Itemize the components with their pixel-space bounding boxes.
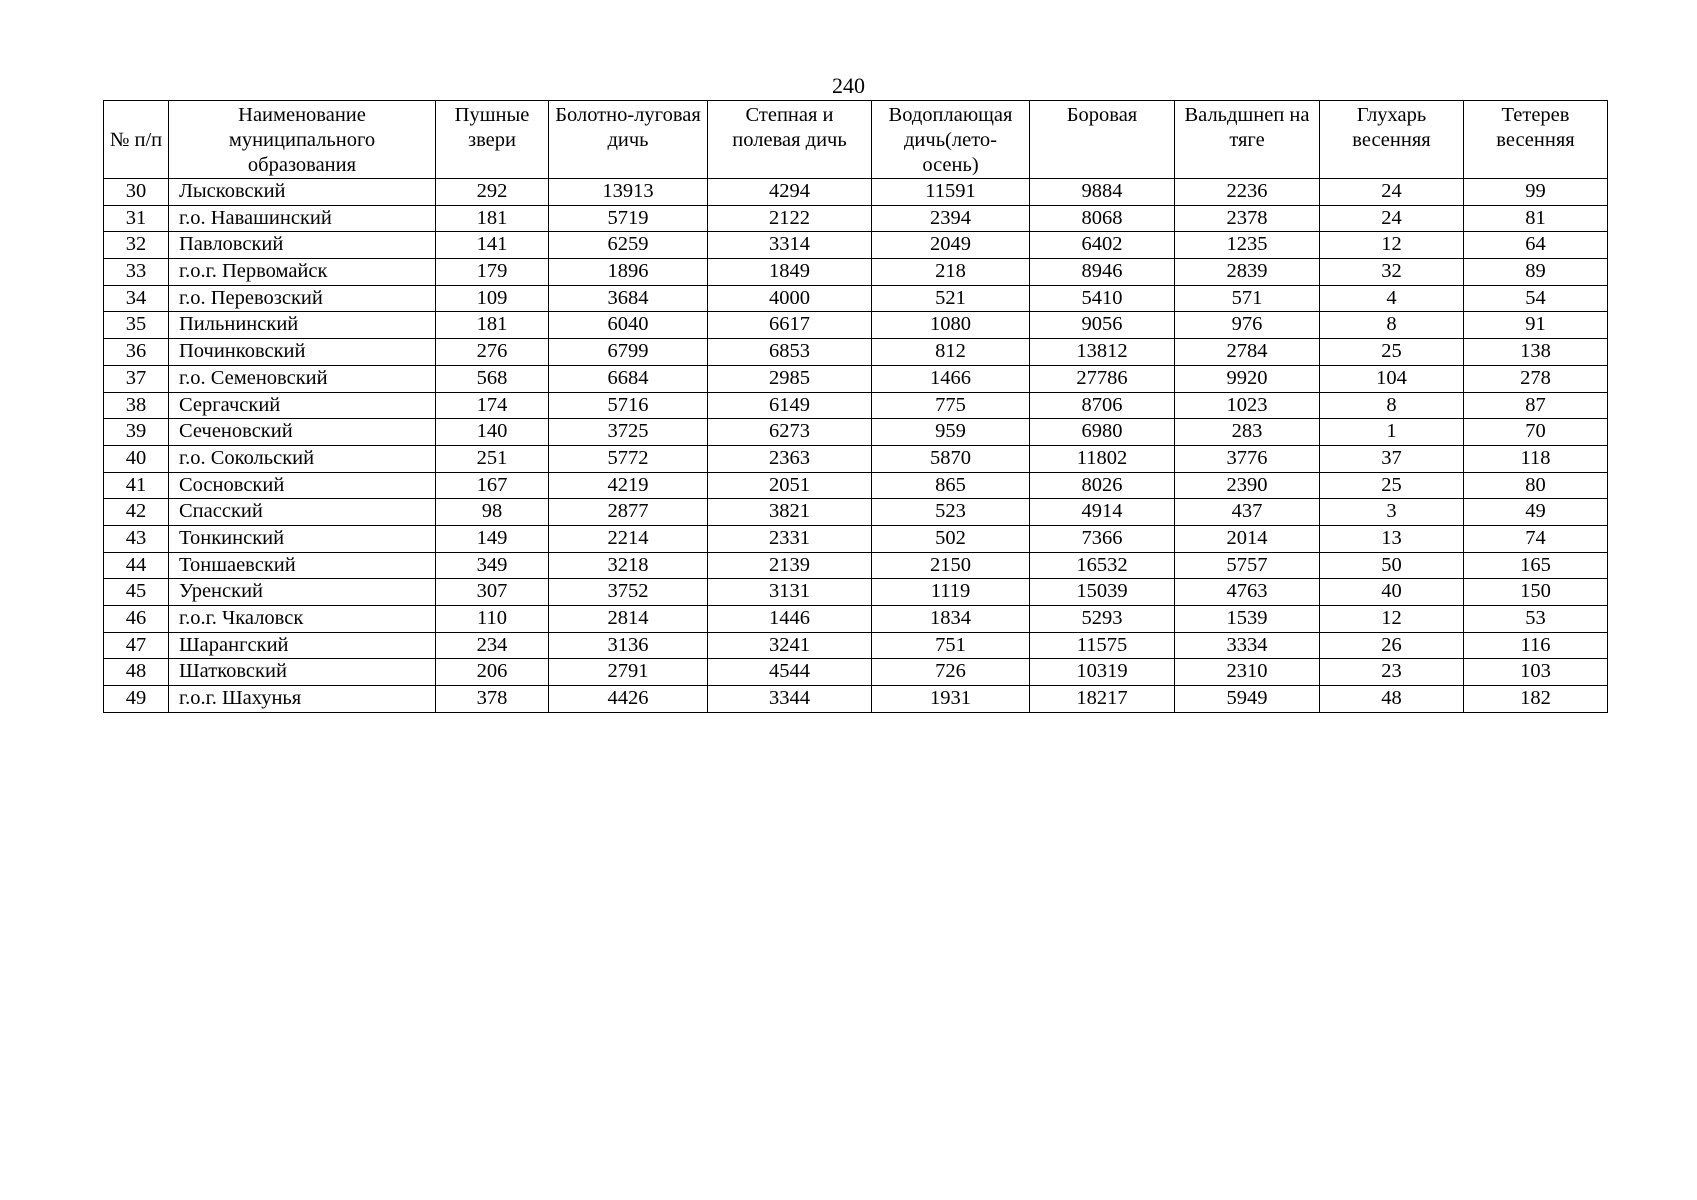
- table-cell: 4544: [708, 659, 872, 686]
- table-cell: 2839: [1175, 259, 1320, 286]
- table-row: [104, 606, 1608, 633]
- table-cell: 23: [1320, 659, 1464, 686]
- table-cell: 276: [436, 339, 549, 366]
- table-row: [104, 579, 1608, 606]
- table-cell-name: Тонкинский: [169, 525, 436, 552]
- table-cell: 5293: [1030, 606, 1175, 633]
- table-cell: 3218: [549, 552, 708, 579]
- table-cell: 89: [1464, 259, 1608, 286]
- table-cell: 3: [1320, 499, 1464, 526]
- table-cell: 4426: [549, 686, 708, 713]
- table-cell: 41: [104, 472, 169, 499]
- table-cell: 6273: [708, 419, 872, 446]
- table-cell: 2985: [708, 365, 872, 392]
- table-cell: 502: [872, 525, 1030, 552]
- table-cell: 110: [436, 606, 549, 633]
- table-cell: 6980: [1030, 419, 1175, 446]
- table-cell: 31: [104, 205, 169, 232]
- table-cell: 5757: [1175, 552, 1320, 579]
- table-cell: 37: [1320, 445, 1464, 472]
- table-cell: 118: [1464, 445, 1608, 472]
- table-row: [104, 205, 1608, 232]
- table-cell: 165: [1464, 552, 1608, 579]
- table-cell: 1446: [708, 606, 872, 633]
- table-cell: 11591: [872, 179, 1030, 206]
- table-cell: 140: [436, 419, 549, 446]
- table-cell: 179: [436, 259, 549, 286]
- table-cell: 45: [104, 579, 169, 606]
- table-cell: 3241: [708, 632, 872, 659]
- table-cell: 6617: [708, 312, 872, 339]
- table-cell: 349: [436, 552, 549, 579]
- table-cell: 2363: [708, 445, 872, 472]
- table-cell: 4294: [708, 179, 872, 206]
- table-cell: 9884: [1030, 179, 1175, 206]
- table-cell: 726: [872, 659, 1030, 686]
- table-cell: 2378: [1175, 205, 1320, 232]
- table-cell: 292: [436, 179, 549, 206]
- table-cell: 571: [1175, 285, 1320, 312]
- header-cell-waterfowl: Водоплающая дичь(лето-осень): [872, 101, 1030, 179]
- table-cell: 2014: [1175, 525, 1320, 552]
- table-cell: 2390: [1175, 472, 1320, 499]
- table-cell: 24: [1320, 205, 1464, 232]
- table-cell: 568: [436, 365, 549, 392]
- table-cell: 218: [872, 259, 1030, 286]
- table-cell: 44: [104, 552, 169, 579]
- table-cell: 47: [104, 632, 169, 659]
- table-cell-name: Тоншаевский: [169, 552, 436, 579]
- table-row: [104, 552, 1608, 579]
- table-cell: 1235: [1175, 232, 1320, 259]
- table-cell: 49: [1464, 499, 1608, 526]
- table-cell: 3776: [1175, 445, 1320, 472]
- table-cell: 46: [104, 606, 169, 633]
- table-cell: 38: [104, 392, 169, 419]
- table-cell-name: г.о. Сокольский: [169, 445, 436, 472]
- table-cell-name: Лысковский: [169, 179, 436, 206]
- table-cell: 6684: [549, 365, 708, 392]
- table-cell: 1849: [708, 259, 872, 286]
- table-cell: 24: [1320, 179, 1464, 206]
- table-cell: 181: [436, 205, 549, 232]
- table-cell: 116: [1464, 632, 1608, 659]
- table-cell: 54: [1464, 285, 1608, 312]
- table-cell-name: г.о.г. Чкаловск: [169, 606, 436, 633]
- table-cell: 4763: [1175, 579, 1320, 606]
- table-cell: 36: [104, 339, 169, 366]
- table-row: [104, 232, 1608, 259]
- table-cell: 80: [1464, 472, 1608, 499]
- table-cell: 150: [1464, 579, 1608, 606]
- table-cell-name: г.о. Навашинский: [169, 205, 436, 232]
- table-cell: 6853: [708, 339, 872, 366]
- table-cell: 1896: [549, 259, 708, 286]
- table-cell: 8: [1320, 392, 1464, 419]
- table-cell: 182: [1464, 686, 1608, 713]
- table-cell-name: г.о.г. Шахунья: [169, 686, 436, 713]
- table-cell-name: Шарангский: [169, 632, 436, 659]
- table-cell: 70: [1464, 419, 1608, 446]
- table-cell: 283: [1175, 419, 1320, 446]
- table-cell: 206: [436, 659, 549, 686]
- header-cell-marsh-game: Болотно-луговая дичь: [549, 101, 708, 179]
- table-cell: 8: [1320, 312, 1464, 339]
- table-cell: 74: [1464, 525, 1608, 552]
- table-cell: 6149: [708, 392, 872, 419]
- table-cell: 2049: [872, 232, 1030, 259]
- table-cell: 3344: [708, 686, 872, 713]
- table-cell: 8706: [1030, 392, 1175, 419]
- table-cell: 2310: [1175, 659, 1320, 686]
- table-cell: 5410: [1030, 285, 1175, 312]
- header-cell-steppe-game: Степная и полевая дичь: [708, 101, 872, 179]
- table-cell: 167: [436, 472, 549, 499]
- table-cell: 149: [436, 525, 549, 552]
- table-cell-name: г.о. Перевозский: [169, 285, 436, 312]
- table-cell: 10319: [1030, 659, 1175, 686]
- table-cell-name: г.о. Семеновский: [169, 365, 436, 392]
- table-cell: 6799: [549, 339, 708, 366]
- header-cell-municipality: Наименование муниципального образования: [169, 101, 436, 179]
- table-cell: 6402: [1030, 232, 1175, 259]
- table-cell: 775: [872, 392, 1030, 419]
- table-cell: 1539: [1175, 606, 1320, 633]
- table-cell: 64: [1464, 232, 1608, 259]
- table-cell: 32: [104, 232, 169, 259]
- table-cell: 976: [1175, 312, 1320, 339]
- table-cell: 3684: [549, 285, 708, 312]
- table-cell: 5716: [549, 392, 708, 419]
- table-cell: 40: [1320, 579, 1464, 606]
- table-cell: 5719: [549, 205, 708, 232]
- table-cell: 13913: [549, 179, 708, 206]
- table-cell: 2122: [708, 205, 872, 232]
- table-row: [104, 312, 1608, 339]
- table-cell: 53: [1464, 606, 1608, 633]
- table-cell: 3334: [1175, 632, 1320, 659]
- table-cell: 865: [872, 472, 1030, 499]
- table-cell: 6259: [549, 232, 708, 259]
- table-cell: 307: [436, 579, 549, 606]
- table-cell: 87: [1464, 392, 1608, 419]
- header-cell-upland-game: Боровая: [1030, 101, 1175, 179]
- table-row: [104, 472, 1608, 499]
- table-row: [104, 499, 1608, 526]
- table-row: [104, 285, 1608, 312]
- table-cell: 2139: [708, 552, 872, 579]
- table-cell: 43: [104, 525, 169, 552]
- table-cell: 8026: [1030, 472, 1175, 499]
- table-cell: 1119: [872, 579, 1030, 606]
- table-cell: 3752: [549, 579, 708, 606]
- table-cell: 30: [104, 179, 169, 206]
- table-row: [104, 686, 1608, 713]
- table-cell: 104: [1320, 365, 1464, 392]
- table-cell: 33: [104, 259, 169, 286]
- table-cell: 8946: [1030, 259, 1175, 286]
- table-cell: 98: [436, 499, 549, 526]
- table-cell: 278: [1464, 365, 1608, 392]
- table-row: [104, 392, 1608, 419]
- table-cell: 1023: [1175, 392, 1320, 419]
- table-cell: 5772: [549, 445, 708, 472]
- table-cell: 1466: [872, 365, 1030, 392]
- table-cell: 5870: [872, 445, 1030, 472]
- table-cell: 3131: [708, 579, 872, 606]
- table-cell: 4914: [1030, 499, 1175, 526]
- table-cell: 15039: [1030, 579, 1175, 606]
- table-row: [104, 339, 1608, 366]
- table-cell: 11802: [1030, 445, 1175, 472]
- header-cell-black-grouse: Тетерев весенняя: [1464, 101, 1608, 179]
- table-cell-name: Уренский: [169, 579, 436, 606]
- table-cell: 32: [1320, 259, 1464, 286]
- table-cell: 251: [436, 445, 549, 472]
- table-cell: 1931: [872, 686, 1030, 713]
- table-cell: 8068: [1030, 205, 1175, 232]
- table-cell: 6040: [549, 312, 708, 339]
- table-cell: 91: [1464, 312, 1608, 339]
- table-cell: 27786: [1030, 365, 1175, 392]
- table-cell: 4000: [708, 285, 872, 312]
- table-cell: 521: [872, 285, 1030, 312]
- table-row: [104, 632, 1608, 659]
- table-cell: 181: [436, 312, 549, 339]
- table-cell: 16532: [1030, 552, 1175, 579]
- table-cell: 18217: [1030, 686, 1175, 713]
- table-cell: 2051: [708, 472, 872, 499]
- table-cell: 959: [872, 419, 1030, 446]
- table-cell: 2791: [549, 659, 708, 686]
- table-cell: 234: [436, 632, 549, 659]
- table-row: [104, 179, 1608, 206]
- table-cell: 2877: [549, 499, 708, 526]
- table-cell: 25: [1320, 472, 1464, 499]
- table-cell: 1834: [872, 606, 1030, 633]
- table-cell-name: Спасский: [169, 499, 436, 526]
- table-cell: 2150: [872, 552, 1030, 579]
- table-row: [104, 259, 1608, 286]
- hunting-resources-table: [103, 100, 1608, 713]
- table-cell: 812: [872, 339, 1030, 366]
- table-cell: 141: [436, 232, 549, 259]
- table-cell: 99: [1464, 179, 1608, 206]
- table-cell: 1080: [872, 312, 1030, 339]
- table-cell: 3821: [708, 499, 872, 526]
- table-cell: 2214: [549, 525, 708, 552]
- table-cell-name: Починковский: [169, 339, 436, 366]
- table-cell-name: Сосновский: [169, 472, 436, 499]
- table-cell-name: г.о.г. Первомайск: [169, 259, 436, 286]
- table-cell: 42: [104, 499, 169, 526]
- header-cell-capercaillie: Глухарь весенняя: [1320, 101, 1464, 179]
- table-cell: 174: [436, 392, 549, 419]
- header-row: [104, 101, 1608, 179]
- table-cell: 12: [1320, 232, 1464, 259]
- table-cell-name: Шатковский: [169, 659, 436, 686]
- table-cell: 4219: [549, 472, 708, 499]
- table-row: [104, 659, 1608, 686]
- table-row: [104, 525, 1608, 552]
- table-cell: 4: [1320, 285, 1464, 312]
- page-number: 240: [832, 73, 865, 98]
- table-cell: 2394: [872, 205, 1030, 232]
- header-cell-fur-animals: Пушные звери: [436, 101, 549, 179]
- table-cell: 2236: [1175, 179, 1320, 206]
- table-cell: 34: [104, 285, 169, 312]
- table-cell-name: Сергачский: [169, 392, 436, 419]
- table-cell: 109: [436, 285, 549, 312]
- table-header: [104, 101, 1608, 179]
- table-cell: 3725: [549, 419, 708, 446]
- header-cell-woodcock: Вальдшнеп на тяге: [1175, 101, 1320, 179]
- table-body: [104, 179, 1608, 713]
- table-cell: 103: [1464, 659, 1608, 686]
- table-cell: 48: [104, 659, 169, 686]
- table-cell: 26: [1320, 632, 1464, 659]
- header-cell-number: № п/п: [104, 101, 169, 179]
- table-cell: 138: [1464, 339, 1608, 366]
- table-cell: 437: [1175, 499, 1320, 526]
- table-cell-name: Сеченовский: [169, 419, 436, 446]
- table-cell: 13812: [1030, 339, 1175, 366]
- table-cell: 81: [1464, 205, 1608, 232]
- table-row: [104, 419, 1608, 446]
- table-cell: 49: [104, 686, 169, 713]
- table-cell: 751: [872, 632, 1030, 659]
- table-cell: 3314: [708, 232, 872, 259]
- table-cell: 9056: [1030, 312, 1175, 339]
- table-cell: 2814: [549, 606, 708, 633]
- table-cell: 25: [1320, 339, 1464, 366]
- table-cell: 7366: [1030, 525, 1175, 552]
- table-cell: 523: [872, 499, 1030, 526]
- table-cell: 2331: [708, 525, 872, 552]
- table-cell-name: Пильнинский: [169, 312, 436, 339]
- table-cell: 40: [104, 445, 169, 472]
- table-cell: 39: [104, 419, 169, 446]
- table-cell: 50: [1320, 552, 1464, 579]
- table-cell: 37: [104, 365, 169, 392]
- table-row: [104, 365, 1608, 392]
- table-cell: 378: [436, 686, 549, 713]
- table-cell: 48: [1320, 686, 1464, 713]
- table-cell: 11575: [1030, 632, 1175, 659]
- table-cell: 3136: [549, 632, 708, 659]
- table-cell: 13: [1320, 525, 1464, 552]
- table-cell: 9920: [1175, 365, 1320, 392]
- table-cell-name: Павловский: [169, 232, 436, 259]
- table-cell: 35: [104, 312, 169, 339]
- table-row: [104, 445, 1608, 472]
- table-cell: 12: [1320, 606, 1464, 633]
- table-cell: 2784: [1175, 339, 1320, 366]
- table-cell: 1: [1320, 419, 1464, 446]
- table-cell: 5949: [1175, 686, 1320, 713]
